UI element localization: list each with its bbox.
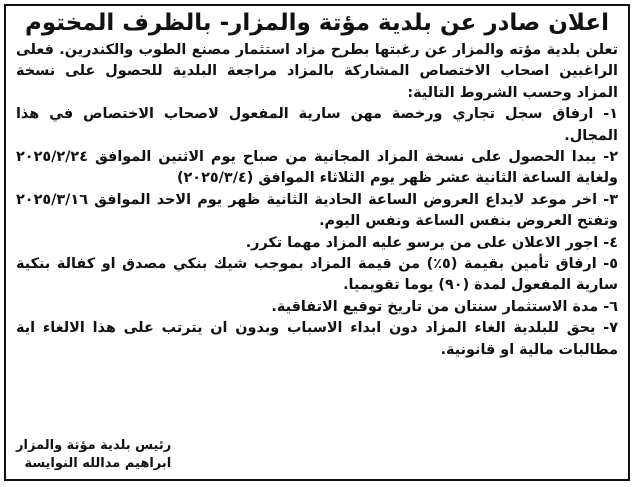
signature-block: [16, 437, 171, 473]
notice-frame: [4, 4, 630, 481]
condition-2: ٢- يبدا الحصول على نسخة المزاد المجانية من صباح يوم الاثنين الموافق ٢٠٢٥/٢/٢٤ ولغاية الساعة الثانية عشر ظهر يوم الثلاثاء الموافق (٢٠٢٥/٣/٤): [16, 149, 618, 187]
condition-3: ٣- اخر موعد لايداع العروض الساعة الحادية الثانية ظهر يوم الاحد الموافق ٢٠٢٥/٣/١٦ وتفتح العروض بنفس الساعة ونفس اليوم.: [16, 191, 618, 230]
signature-name: ابراهيم مدالله النوايسة: [24, 456, 172, 471]
condition-6: ٦- مدة الاستثمار سنتان من تاريخ توقيع الاتفاقية.: [271, 298, 618, 315]
notice-title: اعلان صادر عن بلدية مؤتة والمزار- بالظرف المختوم: [25, 10, 609, 36]
condition-5: ٥- ارفاق تأمين بقيمة (٥٪) من قيمة المزاد بموجب شيك بنكي مصدق او كفالة بنكية سارية المفعول لمدة (٩٠) يوما تقويميا.: [16, 256, 618, 294]
notice-body: [16, 40, 618, 361]
signature-title: رئيس بلدية مؤتة والمزار: [16, 438, 172, 453]
intro-paragraph: تعلن بلدية مؤته والمزار عن رغبتها بطرح مزاد استثمار مصنع الطوب والكندرين. فعلى الراغبين اصحاب الاختصاص المشاركة بالمزاد مراجعة البلدية للحصول على نسخة المزاد وحسب الشروط التالية:: [16, 42, 618, 101]
condition-1: ١- ارفاق سجل تجاري ورخصة مهن سارية المفعول لاصحاب الاختصاص في هذا المجال.: [16, 106, 618, 144]
condition-7: ٧- يحق للبلدية الغاء المزاد دون ابداء الاسباب وبدون ان يترتب على هذا الالغاء اية مطالبات مالية او قانونية.: [16, 320, 618, 358]
condition-4: ٤- اجور الاعلان على من يرسو عليه المزاد مهما تكرر.: [245, 234, 618, 251]
